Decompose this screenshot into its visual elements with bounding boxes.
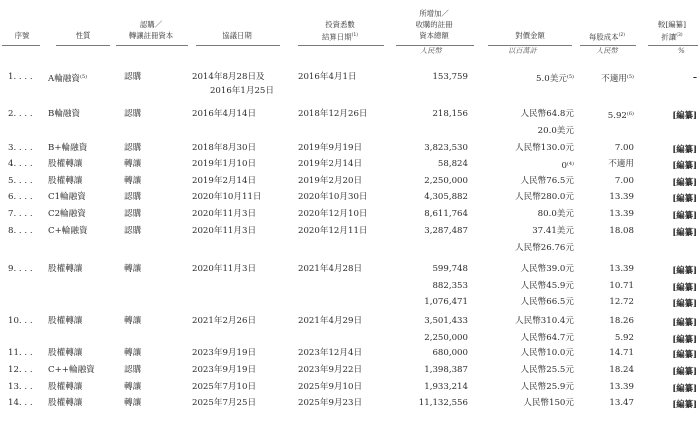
row-settle-date: 2019年2月14日 — [298, 159, 363, 169]
row-nature — [48, 398, 82, 409]
row-consideration-text: 人民幣280.0元 — [515, 192, 574, 202]
row-cost — [578, 365, 634, 376]
row-consideration — [470, 176, 574, 187]
row-consideration — [470, 348, 574, 359]
row-discount: [編纂] — [672, 160, 697, 170]
row-nature — [48, 365, 95, 376]
row-discount: [編纂] — [672, 265, 697, 275]
row-capital: 3,501,433 — [424, 316, 468, 326]
header-type-line2: 轉讓註冊資本 — [128, 31, 174, 40]
header-rule-settle — [298, 45, 384, 46]
row-consideration — [470, 159, 574, 172]
row-consideration-text: 0 — [561, 161, 567, 171]
row-cost-text: 12.72 — [609, 297, 634, 308]
row-capital: 599,748 — [432, 264, 468, 274]
row-cost-text: 13.39 — [609, 192, 634, 202]
row-cost — [578, 159, 634, 170]
row-consideration — [470, 365, 574, 376]
row-consideration — [470, 192, 574, 203]
header-rule-nature — [56, 45, 110, 46]
row-capital: 3,823,530 — [424, 143, 468, 153]
row-type: 認購 — [124, 209, 142, 219]
row-settle-date: 2021年4月28日 — [298, 264, 363, 274]
row-consideration-text: 人民幣64.8元 — [520, 109, 574, 119]
row-consideration — [470, 209, 574, 220]
header-capital-line3: 資本總額 — [419, 31, 449, 40]
row-settle-date: 2016年4月1日 — [298, 72, 357, 82]
row-consideration-text: 20.0美元 — [537, 125, 574, 136]
row-capital: 1,076,471 — [424, 297, 468, 308]
header-type — [114, 19, 188, 41]
row-agree-date: 2018年8月30日 — [192, 143, 257, 153]
row-agree-date: 2016年1月25日 — [209, 86, 274, 96]
row-type: 轉讓 — [124, 316, 142, 326]
row-consideration-text: 人民幣130.0元 — [515, 143, 574, 153]
row-nature — [48, 143, 87, 154]
row-consideration — [470, 281, 574, 292]
row-consideration-text: 人民幣25.5元 — [520, 365, 574, 375]
header-discount-note: (3) — [676, 33, 683, 38]
row-consideration-text: 5.0美元 — [536, 74, 567, 84]
row-nature — [48, 176, 82, 187]
row-seq: 1. . . . — [8, 72, 33, 82]
row-consideration-text: 人民幣150元 — [523, 398, 574, 408]
row-cost-text: 14.71 — [609, 348, 634, 358]
row-discount: [編纂] — [672, 144, 697, 154]
row-nature-text: C+輪融資 — [48, 226, 88, 236]
header-cost-label: 每股成本$^{(2)}$ — [589, 32, 625, 42]
row-cost — [578, 316, 634, 327]
row-nature — [48, 109, 80, 120]
row-cost-text: 13.39 — [609, 382, 634, 392]
row-consideration — [470, 72, 574, 85]
row-agree-date: 2020年11月3日 — [192, 209, 257, 219]
row-cost — [578, 209, 634, 220]
row-settle-date: 2025年9月10日 — [298, 382, 363, 392]
row-nature-note: (5) — [80, 74, 88, 80]
header-agree-date — [196, 30, 278, 41]
row-seq: 14. . . — [8, 398, 33, 408]
row-cost — [578, 143, 634, 154]
row-type: 認購 — [124, 365, 142, 375]
row-cost — [578, 348, 634, 359]
row-capital: 8,611,764 — [424, 209, 468, 219]
row-agree-date: 2020年10月11日 — [192, 192, 262, 202]
row-cost — [578, 226, 634, 237]
row-nature-text: C1輪融資 — [48, 192, 86, 202]
header-discount — [646, 19, 698, 42]
row-agree-date: 2020年11月3日 — [192, 264, 257, 274]
row-capital: 1,933,214 — [424, 382, 468, 392]
row-consideration-note: (4) — [566, 161, 574, 167]
header-discount-line1: 較[編纂] — [658, 20, 686, 29]
row-capital: 2,250,000 — [424, 332, 468, 343]
row-discount: – — [692, 72, 697, 82]
row-cost — [578, 72, 634, 85]
row-consideration — [470, 226, 574, 237]
header-seq — [4, 30, 40, 41]
header-rule-type — [116, 45, 188, 46]
unit-capital: 人民幣 — [420, 46, 442, 55]
header-settle-note: (1) — [351, 33, 358, 38]
header-capital-line2: 收購的註冊 — [415, 20, 453, 29]
row-nature-text: C++輪融資 — [48, 365, 95, 375]
row-consideration — [470, 264, 574, 275]
row-cost — [578, 297, 634, 308]
row-nature-text: 股權轉讓 — [48, 316, 83, 326]
header-cost — [580, 30, 634, 42]
header-capital-line1: 所增加／ — [419, 9, 449, 18]
row-type: 認購 — [124, 226, 142, 236]
row-cost-text: 18.24 — [609, 365, 634, 375]
row-nature-text: C2輪融資 — [48, 209, 86, 219]
row-seq: 2. . . . — [8, 109, 33, 119]
row-capital: 58,824 — [437, 159, 468, 169]
row-seq: 3. . . . — [8, 143, 33, 153]
row-cost-text: 7.00 — [614, 143, 634, 153]
row-nature — [48, 72, 87, 85]
row-consideration — [470, 333, 574, 344]
row-agree-date: 2016年4月14日 — [192, 109, 257, 119]
row-nature-text: 股權轉讓 — [48, 176, 83, 186]
row-settle-date: 2019年2月20日 — [298, 176, 363, 186]
row-seq: 12. . . — [8, 365, 33, 375]
row-discount: [編纂] — [672, 317, 697, 327]
row-settle-date: 2020年12月10日 — [298, 209, 368, 219]
row-agree-date: 2014年8月28日及 — [192, 72, 265, 82]
row-agree-date: 2020年11月3日 — [192, 226, 257, 236]
row-cost-text: 5.92 — [614, 332, 634, 343]
header-rule-agree — [196, 45, 280, 46]
row-seq: 5. . . . — [8, 176, 33, 186]
header-settle-line2: 結算日期$^{(1)}$ — [322, 32, 358, 42]
row-discount: [編纂] — [672, 193, 697, 203]
row-cost-text: 10.71 — [609, 280, 634, 291]
header-nature — [58, 30, 108, 41]
header-agree-date-label: 協議日期 — [222, 31, 252, 40]
row-consideration-text: 人民幣39.0元 — [520, 264, 574, 274]
row-nature-text: B+輪融資 — [48, 143, 88, 153]
row-cost-text: 7.00 — [614, 176, 634, 186]
row-type: 認購 — [124, 72, 142, 82]
row-discount: [編纂] — [672, 210, 697, 220]
row-type: 轉讓 — [124, 382, 142, 392]
row-discount: [編纂] — [672, 333, 697, 344]
row-settle-date: 2020年12月11日 — [298, 226, 368, 236]
row-agree-date: 2025年7月10日 — [192, 382, 257, 392]
row-agree-date: 2019年2月14日 — [192, 176, 257, 186]
row-consideration — [470, 398, 574, 409]
row-cost — [578, 281, 634, 292]
row-seq: 8. . . . — [8, 226, 33, 236]
row-nature — [48, 316, 82, 327]
row-type: 轉讓 — [124, 264, 142, 274]
header-cost-note: (2) — [618, 33, 625, 38]
row-cost — [578, 176, 634, 187]
row-consideration — [470, 243, 574, 254]
row-settle-date: 2023年9月22日 — [298, 365, 363, 375]
row-consideration-text: 人民幣45.9元 — [520, 280, 574, 291]
row-capital: 680,000 — [432, 348, 468, 358]
row-nature — [48, 226, 88, 237]
header-capital — [398, 8, 470, 41]
row-nature — [48, 192, 86, 203]
row-cost-text: 不適用 — [608, 159, 634, 169]
row-consideration-text: 人民幣26.76元 — [515, 242, 574, 253]
row-cost-text: 18.08 — [609, 226, 634, 236]
row-discount: [編纂] — [672, 227, 697, 237]
row-discount: [編纂] — [672, 399, 697, 409]
row-capital: 153,759 — [432, 72, 468, 82]
row-capital: 11,132,556 — [418, 398, 468, 408]
row-seq: 7. . . . — [8, 209, 33, 219]
unit-cost: 人民幣 — [596, 46, 618, 55]
row-cost — [578, 333, 634, 344]
row-cost — [578, 109, 634, 122]
row-consideration — [470, 109, 574, 120]
unit-consideration: 以百萬計 — [508, 46, 537, 55]
row-agree-date: 2019年1月10日 — [192, 159, 257, 169]
row-cost-text: 18.26 — [609, 316, 634, 326]
row-capital: 2,250,000 — [424, 176, 468, 186]
header-consideration — [492, 30, 568, 41]
row-seq: 6. . . . — [8, 192, 33, 202]
row-cost — [578, 192, 634, 203]
row-seq: 13. . . — [8, 382, 33, 392]
row-consideration — [470, 143, 574, 154]
row-nature — [48, 264, 82, 275]
row-nature — [48, 382, 82, 393]
row-discount: [編纂] — [672, 366, 697, 376]
row-consideration-text: 37.41美元 — [532, 226, 574, 236]
row-type: 認購 — [124, 192, 142, 202]
header-nature-label: 性質 — [75, 31, 91, 40]
row-cost — [578, 264, 634, 275]
row-settle-date: 2019年9月19日 — [298, 143, 363, 153]
header-settle-date — [300, 19, 380, 42]
row-seq: 11. . . — [8, 348, 33, 358]
row-seq: 9. . . . — [8, 264, 33, 274]
header-seq-label: 序號 — [14, 31, 30, 40]
header-rule-discount — [648, 45, 698, 46]
unit-discount: % — [678, 46, 685, 55]
row-consideration-text: 人民幣310.4元 — [515, 316, 574, 326]
row-consideration — [470, 382, 574, 393]
header-discount-line2: 折讓$^{(3)}$ — [661, 32, 683, 42]
row-cost — [578, 382, 634, 393]
row-consideration-text: 人民幣66.5元 — [520, 297, 574, 308]
row-nature-text: 股權轉讓 — [48, 382, 83, 392]
row-cost-text: 13.39 — [609, 209, 634, 219]
row-nature — [48, 209, 86, 220]
row-cost-text: 不適用 — [601, 74, 627, 84]
row-capital: 218,156 — [432, 109, 468, 119]
row-cost-text: 13.39 — [609, 264, 634, 274]
row-type: 轉讓 — [124, 398, 142, 408]
row-type: 轉讓 — [124, 348, 142, 358]
row-nature-text: 股權轉讓 — [48, 264, 83, 274]
row-type: 認購 — [124, 109, 142, 119]
row-discount: [編纂] — [672, 383, 697, 393]
row-nature — [48, 159, 82, 170]
row-nature-text: B輪融資 — [48, 109, 81, 119]
row-agree-date: 2023年9月19日 — [192, 348, 257, 358]
row-consideration-text: 80.0美元 — [537, 209, 574, 219]
row-consideration — [470, 297, 574, 308]
row-discount: [編纂] — [672, 177, 697, 187]
row-nature-text: 股權轉讓 — [48, 398, 83, 408]
row-cost-text: 5.92 — [607, 111, 627, 121]
row-consideration — [470, 126, 574, 137]
row-nature-text: A輪融資 — [48, 74, 80, 84]
row-nature-text: 股權轉讓 — [48, 348, 83, 358]
header-settle-line1: 投資悉數 — [325, 20, 355, 29]
header-type-line1: 認購／ — [139, 20, 163, 29]
header-consideration-label: 對價金額 — [515, 31, 545, 40]
row-settle-date: 2025年9月23日 — [298, 398, 363, 408]
row-cost-text: 13.47 — [609, 398, 634, 408]
row-consideration-text: 人民幣64.7元 — [520, 332, 574, 343]
row-nature-text: 股權轉讓 — [48, 159, 83, 169]
row-consideration — [470, 316, 574, 327]
row-type: 認購 — [124, 143, 142, 153]
row-capital: 1,398,387 — [424, 365, 468, 375]
row-type: 轉讓 — [124, 159, 142, 169]
row-consideration-text: 人民幣76.5元 — [520, 176, 574, 186]
row-agree-date: 2023年9月19日 — [192, 365, 257, 375]
row-discount: [編纂] — [672, 110, 697, 120]
row-agree-date: 2021年2月26日 — [192, 316, 257, 326]
row-type: 轉讓 — [124, 176, 142, 186]
row-settle-date: 2021年4月29日 — [298, 316, 363, 326]
row-capital: 4,305,882 — [424, 192, 468, 202]
row-seq: 10. . . — [8, 316, 33, 326]
row-cost-note: (6) — [626, 111, 634, 117]
row-consideration-note: (5) — [566, 74, 574, 80]
row-discount: [編纂] — [672, 281, 697, 292]
row-cost-note: (5) — [626, 74, 634, 80]
header-rule-seq — [2, 45, 40, 46]
row-settle-date: 2023年12月4日 — [298, 348, 363, 358]
row-capital: 882,353 — [432, 280, 468, 291]
row-discount: [編纂] — [672, 298, 697, 309]
row-nature — [48, 348, 82, 359]
row-consideration-text: 人民幣25.9元 — [520, 382, 574, 392]
row-discount: [編纂] — [672, 349, 697, 359]
row-settle-date: 2020年10月30日 — [298, 192, 368, 202]
row-settle-date: 2018年12月26日 — [298, 109, 368, 119]
row-consideration-text: 人民幣10.0元 — [520, 348, 574, 358]
row-capital: 3,287,487 — [424, 226, 468, 236]
row-cost — [578, 398, 634, 409]
row-seq: 4. . . . — [8, 159, 33, 169]
row-agree-date: 2025年7月25日 — [192, 398, 257, 408]
